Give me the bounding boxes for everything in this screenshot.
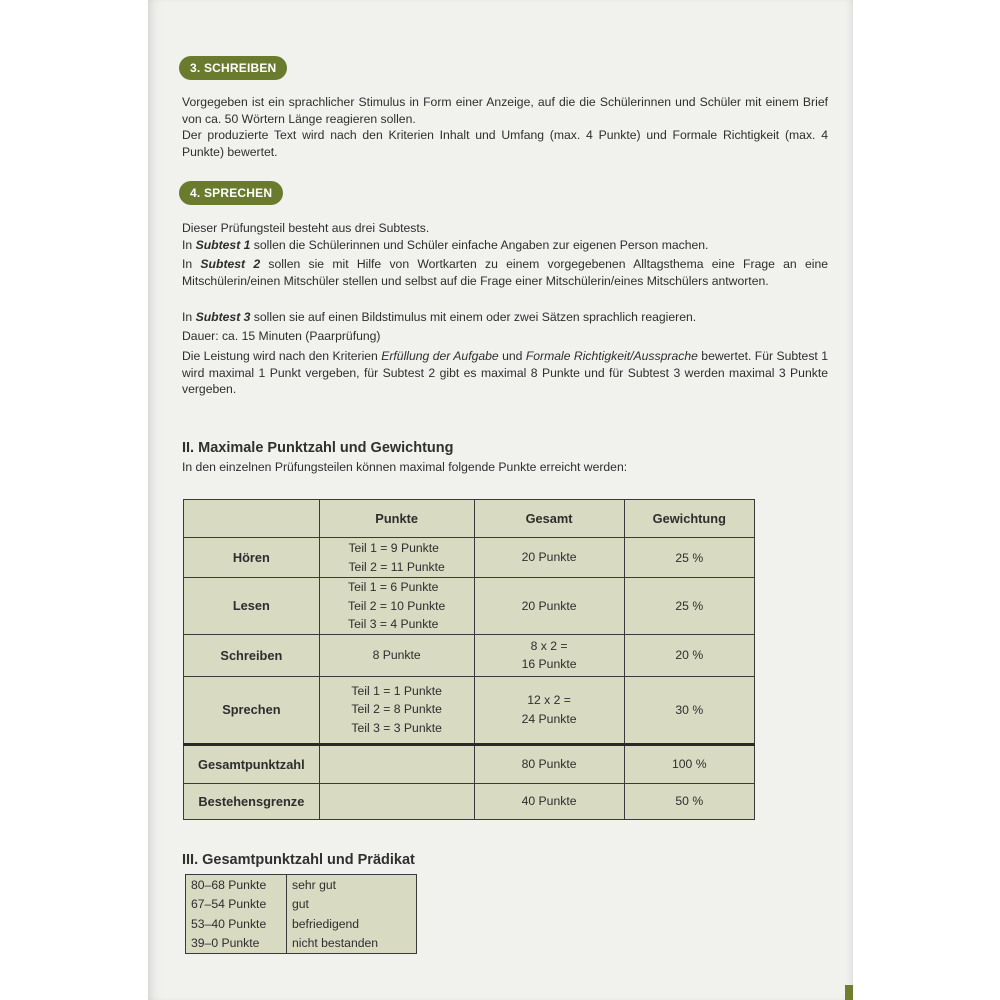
criteria-text-2: und [498,349,526,363]
gesamt-cell [474,634,624,676]
gesamt-cell [474,578,624,635]
grade-range: 39–0 Punkte [186,934,287,954]
punkte-line: Teil 2 = 11 Punkte [348,559,445,574]
sprechen-subtest-2 [182,256,828,289]
punkte-line: Teil 1 = 9 Punkte [348,541,439,555]
row-label: Gesamtpunktzahl [184,744,320,783]
gewichtung-cell: 100 % [624,744,754,783]
row-label: Sprechen [184,676,320,744]
grade-row [186,934,417,954]
punkte-cell-empty [319,783,474,819]
punkte-line: Teil 2 = 8 Punkte [351,702,442,717]
sprechen-duration: Dauer: ca. 15 Minuten (Paarprüfung) [182,329,381,343]
subtest-2-pre: In [182,257,201,271]
punkte-cell-empty [319,744,474,783]
subtest-1-label: Subtest 1 [195,238,251,252]
sprechen-subtest-1 [182,237,828,254]
subtest-2-label: Subtest 2 [200,257,261,271]
section-subtitle-maximale-punktzahl: In den einzelnen Prüfungsteilen können maximal folgende Punkte erreicht werden: [182,460,628,474]
grade-range: 80–68 Punkte [186,875,287,895]
row-label: Schreiben [184,634,320,676]
sprechen-subtest-3 [182,309,828,326]
header-punkte: Punkte [319,500,474,538]
punkte-cell [319,676,474,744]
schreiben-paragraph-2: Der produzierte Text wird nach den Kriterien Inhalt und Umfang (max. 4 Punkte) und Formale Richtigkeit (max. 4 Punkte) bewertet. [182,128,828,159]
punkte-line: Teil 3 = 4 Punkte [348,617,439,631]
gewichtung-cell: 20 % [624,634,754,676]
grade-range: 53–40 Punkte [186,914,287,934]
gesamt-cell [474,676,624,744]
punkte-line: Teil 2 = 10 Punkte [348,598,446,613]
grade-row [186,914,417,934]
grade-row [186,895,417,915]
points-row-gesamtpunktzahl [184,744,755,783]
left-margin [0,0,148,1000]
gesamt-line: 20 Punkte [521,550,577,565]
grade-label: nicht bestanden [287,934,417,954]
row-label: Hören [184,538,320,578]
right-margin [853,0,1000,1000]
grade-label: sehr gut [287,875,417,895]
grade-label: befriedigend [287,914,417,934]
section-title-praedikat: III. Gesamtpunktzahl und Prädikat [182,852,415,868]
row-label: Bestehensgrenze [184,783,320,819]
gesamt-line: 8 x 2 = [530,638,568,653]
gesamt-line: 20 Punkte [521,598,577,613]
grade-label: gut [287,895,417,915]
criteria-term-1: Erfüllung der Aufgabe [381,349,499,363]
schreiben-paragraph-1: Vorgegeben ist ein sprachlicher Stimulus in Form einer Anzeige, auf die die Schülerinnen und Schüler mit einem Brief von ca. 50 Wörtern Länge reagieren sollen. [182,95,828,126]
page-corner-mark [845,985,853,1000]
gewichtung-cell: 25 % [624,538,754,578]
punkte-cell [319,578,474,635]
criteria-term-2: Formale Richtigkeit/Aussprache [525,349,698,363]
punkte-line: Teil 3 = 3 Punkte [351,720,442,735]
header-gewichtung: Gewichtung [624,500,754,538]
punkte-line: 8 Punkte [372,647,421,662]
gewichtung-cell: 30 % [624,676,754,744]
gesamt-cell [474,538,624,578]
grade-table [185,874,417,954]
points-table [183,499,755,820]
points-row-lesen [184,578,755,635]
subtest-1-pre: In [182,238,196,252]
section-heading-schreiben: 3. SCHREIBEN [179,56,287,80]
header-empty [184,500,320,538]
subtest-1-text: sollen die Schülerinnen und Schüler einfache Angaben zur eigenen Person machen. [250,238,709,252]
punkte-cell [319,634,474,676]
grade-range: 67–54 Punkte [186,895,287,915]
subtest-3-pre: In [182,310,196,324]
row-label: Lesen [184,578,320,635]
sprechen-criteria [182,348,828,398]
gesamt-line: 24 Punkte [521,711,577,726]
punkte-line: Teil 1 = 1 Punkte [351,683,442,698]
gesamt-line: 80 Punkte [521,756,577,771]
subtest-3-label: Subtest 3 [195,310,251,324]
punkte-cell [319,538,474,578]
header-gesamt: Gesamt [474,500,624,538]
points-row-bestehensgrenze [184,783,755,819]
grade-row [186,875,417,895]
gesamt-line: 12 x 2 = [527,693,571,707]
subtest-3-text: sollen sie auf einen Bildstimulus mit einem oder zwei Sätzen sprachlich reagieren. [250,310,697,324]
criteria-text-3: bewertet. Für Subtest 1 wird maximal 1 Punkt vergeben, für Subtest 2 gibt es maximal 8 Punkte und für Subtest 3 werden maximal 3 Punkte vergeben. [182,349,828,396]
gesamt-cell [474,744,624,783]
section-title-maximale-punktzahl: II. Maximale Punktzahl und Gewichtung [182,440,454,456]
points-row-schreiben [184,634,755,676]
subtest-2-text: sollen sie mit Hilfe von Wortkarten zu einem vorgegebenen Alltagsthema eine Frage an eine Mitschülerin/einen Mitschüler stellen und selbst auf die Frage einer Mitschülerin/eines Mitschülers antworten. [182,257,828,288]
gesamt-line: 16 Punkte [521,657,577,671]
points-row-hoeren [184,538,755,578]
gewichtung-cell: 50 % [624,783,754,819]
punkte-line: Teil 1 = 6 Punkte [348,580,439,594]
points-table-header-row [184,500,755,538]
gewichtung-cell: 25 % [624,578,754,635]
criteria-text-1: Die Leistung wird nach den Kriterien [182,349,382,363]
points-row-sprechen [184,676,755,744]
section-heading-sprechen: 4. SPRECHEN [179,181,283,205]
gesamt-line: 40 Punkte [521,793,577,808]
gesamt-cell [474,783,624,819]
sprechen-intro: Dieser Prüfungsteil besteht aus drei Subtests. [182,221,430,235]
